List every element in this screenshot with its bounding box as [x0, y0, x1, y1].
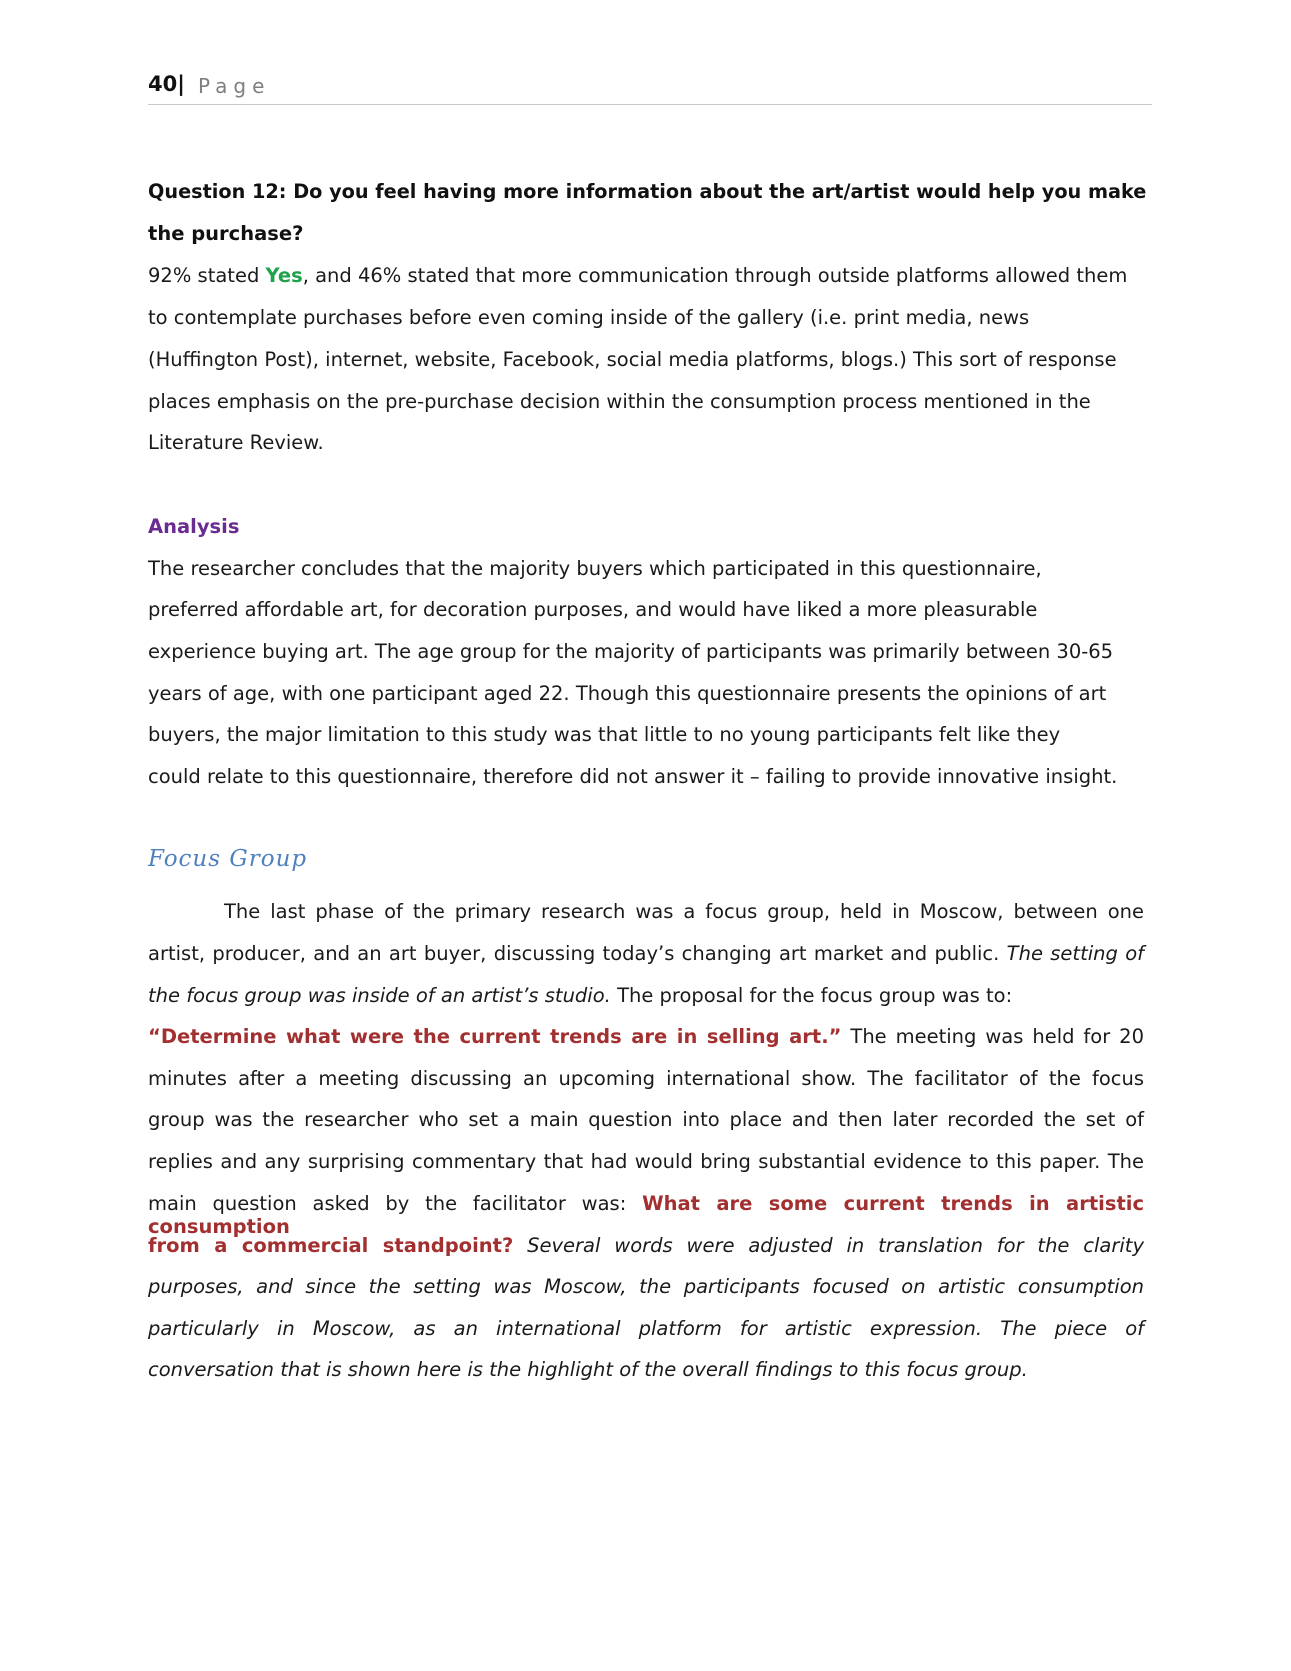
proposal-quote: “Determine what were the current trends are in selling art.” — [148, 1025, 842, 1048]
focus-group-line-10: purposes, and since the setting was Moscow, the participants focused on artistic consumption — [148, 1275, 1144, 1298]
focus-group-line-9 — [148, 1234, 1144, 1257]
analysis-line-3: experience buying art. The age group for the majority of participants was primarily between 30-65 — [148, 640, 1114, 663]
focus-group-line-5: minutes after a meeting discussing an upcoming international show. The facilitator of the focus — [148, 1067, 1144, 1090]
focus-group-line-1: The last phase of the primary research was a focus group, held in Moscow, between one — [224, 900, 1144, 923]
page-label: Page — [198, 74, 271, 98]
yes-highlight: Yes — [265, 264, 303, 287]
focus-group-line-12: conversation that is shown here is the highlight of the overall findings to this focus group. — [148, 1358, 1028, 1381]
analysis-line-5: buyers, the major limitation to this study was that little to no young participants felt like they — [148, 723, 1061, 746]
focus-group-italic-text: The setting of — [1006, 942, 1145, 965]
focus-group-line-3 — [148, 984, 1012, 1007]
focus-group-text: The meeting was held for 20 — [850, 1025, 1144, 1048]
focus-group-italic-text: Several words were adjusted in translation for the clarity — [527, 1234, 1144, 1257]
analysis-line-1: The researcher concludes that the majority buyers which participated in this questionnaire, — [148, 557, 1042, 580]
main-question: from a commercial standpoint? — [148, 1234, 514, 1257]
answer-line-5: Literature Review. — [148, 431, 324, 454]
focus-group-text: The proposal for the focus group was to: — [617, 984, 1013, 1007]
focus-group-line-2 — [148, 942, 1144, 965]
answer-line-3: (Huffington Post), internet, website, Facebook, social media platforms, blogs.) This sort of response — [148, 348, 1117, 371]
focus-group-line-4 — [148, 1025, 1144, 1048]
page-header — [148, 70, 1152, 105]
focus-group-line-11: particularly in Moscow, as an international platform for artistic expression. The piece of — [148, 1317, 1144, 1340]
page-number: 40| — [148, 72, 185, 96]
question-12-line-1: Question 12: Do you feel having more information about the art/artist would help you make — [148, 180, 1147, 203]
analysis-line-2: preferred affordable art, for decoration purposes, and would have liked a more pleasurable — [148, 598, 1038, 621]
analysis-line-4: years of age, with one participant aged 22. Though this questionnaire presents the opinions of art — [148, 682, 1107, 705]
focus-group-text: main question asked by the facilitator was: — [148, 1192, 627, 1215]
answer-line-4: places emphasis on the pre-purchase decision within the consumption process mentioned in the — [148, 390, 1091, 413]
question-12-line-2: the purchase? — [148, 222, 304, 245]
answer-text: 92% stated — [148, 264, 266, 287]
focus-group-line-7: replies and any surprising commentary that had would bring substantial evidence to this paper. The — [148, 1150, 1144, 1173]
answer-line-1 — [148, 264, 1127, 287]
analysis-heading: Analysis — [148, 515, 240, 538]
focus-group-heading: Focus Group — [148, 846, 308, 872]
answer-line-2: to contemplate purchases before even coming inside of the gallery (i.e. print media, news — [148, 306, 1030, 329]
focus-group-italic-text: the focus group was inside of an artist’s studio. — [148, 984, 611, 1007]
focus-group-line-6: group was the researcher who set a main question into place and then later recorded the set of — [148, 1108, 1144, 1131]
answer-text: , and 46% stated that more communication through outside platforms allowed them — [302, 264, 1128, 287]
focus-group-text: artist, producer, and an art buyer, discussing today’s changing art market and public. — [148, 942, 1000, 965]
focus-group-line-8 — [148, 1192, 1144, 1238]
analysis-line-6: could relate to this questionnaire, therefore did not answer it – failing to provide innovative insight. — [148, 765, 1118, 788]
main-question: What are some current trends in artistic consumption — [148, 1192, 1145, 1238]
